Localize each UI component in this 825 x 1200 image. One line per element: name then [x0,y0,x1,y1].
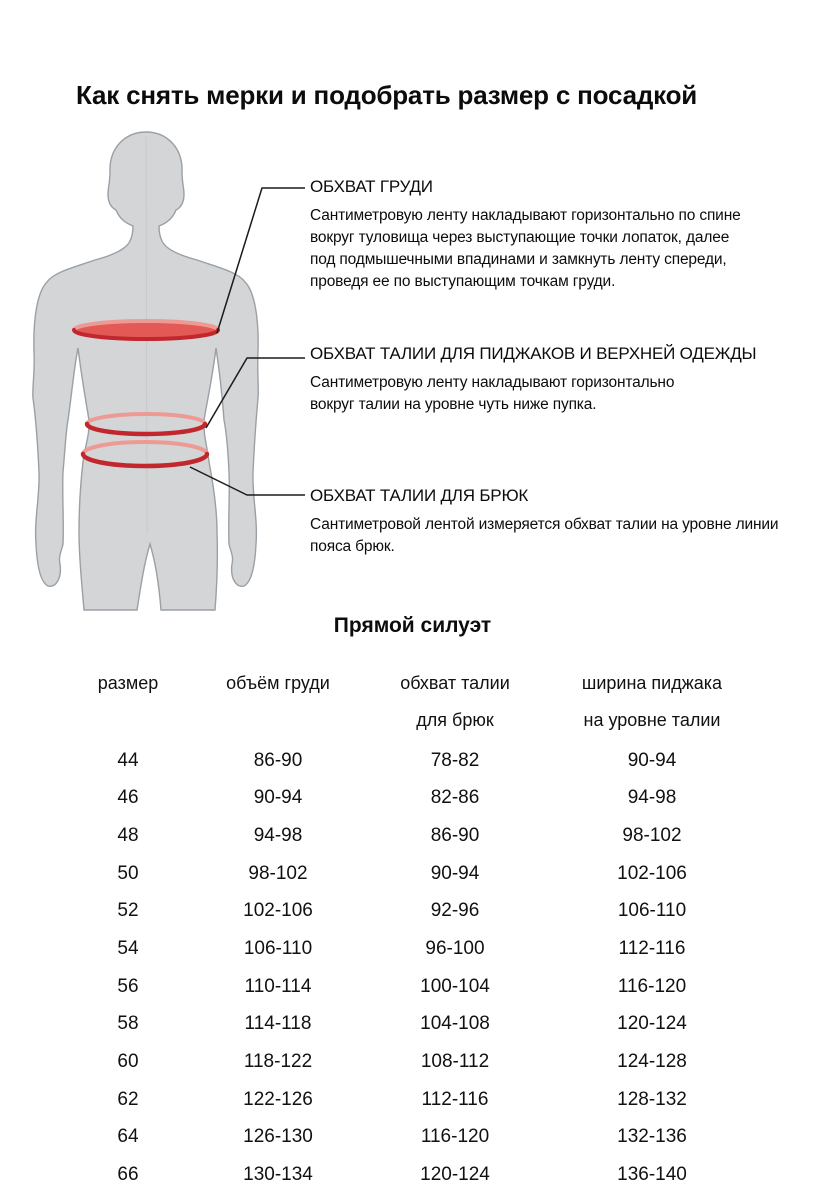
table-cell: 44 [117,749,139,771]
table-cell: 98-102 [248,862,308,884]
size-table-body [40,742,740,1194]
section-chest [310,177,780,293]
table-row [40,930,740,968]
table-cell: 122-126 [243,1088,313,1110]
col-header-trouser-waist: обхват талии [400,673,510,693]
table-cell: 46 [117,787,139,809]
table-cell: 86-90 [430,825,480,847]
table-cell: 126-130 [243,1126,313,1148]
table-cell: 98-102 [622,825,682,847]
table-cell: 54 [117,938,139,960]
col-header-jacket-width: ширина пиджака [581,673,723,693]
table-cell: 128-132 [617,1088,687,1110]
table-cell: 90-94 [430,862,480,884]
table-row [40,780,740,818]
table-cell: 130-134 [243,1163,313,1185]
section-jacket-waist-body: Сантиметровую ленту накладывают горизонтально вокруг талии на уровне чуть ниже пупка. [310,374,675,413]
table-cell: 106-110 [243,938,313,960]
table-cell: 100-104 [420,975,490,997]
table-row [40,968,740,1006]
table-cell: 104-108 [420,1013,490,1035]
table-cell: 106-110 [617,900,687,922]
col-header-size: размер [97,673,159,693]
table-row [40,893,740,931]
table-cell: 62 [117,1088,139,1110]
table-cell: 116-120 [420,1126,490,1148]
table-cell: 66 [117,1163,139,1185]
section-trouser-waist-body: Сантиметровой лентой измеряется обхват талии на уровне линии пояса брюк. [310,516,779,555]
table-cell: 124-128 [617,1050,687,1072]
table-cell: 52 [117,900,139,922]
table-row [40,1005,740,1043]
table-cell: 56 [117,975,139,997]
table-title: Прямой силуэт [333,614,492,637]
table-cell: 90-94 [627,749,677,771]
table-header-row-2 [40,705,740,742]
page-title: Как снять мерки и подобрать размер с посадкой [76,80,698,110]
section-trouser-waist [310,486,780,558]
table-cell: 86-90 [253,749,303,771]
table-cell: 60 [117,1050,139,1072]
table-row [40,855,740,893]
col-header-chest: объём груди [226,673,330,693]
table-row [40,742,740,780]
section-chest-body: Сантиметровую ленту накладывают горизонтально по спине вокруг туловища через выступающие точки лопаток, далее под подмышечными впадинами и замкнуть ленту спереди, проведя ее по выступающим точкам груди. [310,207,741,290]
table-cell: 120-124 [420,1163,490,1185]
table-row [40,1043,740,1081]
table-cell: 114-118 [244,1013,312,1035]
table-cell: 116-120 [617,975,687,997]
table-cell: 136-140 [617,1163,687,1185]
table-row [40,1156,740,1194]
table-row [40,817,740,855]
table-cell: 50 [117,862,139,884]
table-cell: 92-96 [430,900,480,922]
table-cell: 48 [117,825,139,847]
table-cell: 108-112 [420,1050,490,1072]
table-cell: 64 [117,1126,139,1148]
col-header-chest-line2 [216,705,340,742]
table-cell: 112-116 [618,938,686,960]
table-cell: 94-98 [627,787,677,809]
table-cell: 112-116 [421,1088,489,1110]
table-cell: 90-94 [253,787,303,809]
table-cell: 118-122 [243,1050,313,1072]
table-cell: 94-98 [253,825,303,847]
col-header-trouser-waist-line2: для брюк [416,710,494,730]
table-cell: 78-82 [430,749,480,771]
table-cell: 58 [117,1013,139,1035]
section-jacket-waist [310,344,780,416]
section-jacket-waist-heading: ОБХВАТ ТАЛИИ ДЛЯ ПИДЖАКОВ И ВЕРХНЕЙ ОДЕЖДЫ [310,344,757,363]
col-header-jacket-width-line2: на уровне талии [583,710,721,730]
table-cell: 102-106 [617,862,687,884]
col-header-size-line2 [40,705,216,742]
table-header-row-1 [40,668,740,705]
table-cell: 102-106 [243,900,313,922]
table-cell: 120-124 [617,1013,687,1035]
section-chest-heading: ОБХВАТ ГРУДИ [310,177,433,196]
table-row [40,1118,740,1156]
table-cell: 132-136 [617,1126,687,1148]
section-trouser-waist-heading: ОБХВАТ ТАЛИИ ДЛЯ БРЮК [310,486,529,505]
male-silhouette-icon [33,132,258,610]
table-row [40,1081,740,1119]
table-cell: 82-86 [430,787,480,809]
table-cell: 96-100 [425,938,485,960]
size-table [40,668,740,1194]
table-cell: 110-114 [244,975,312,997]
